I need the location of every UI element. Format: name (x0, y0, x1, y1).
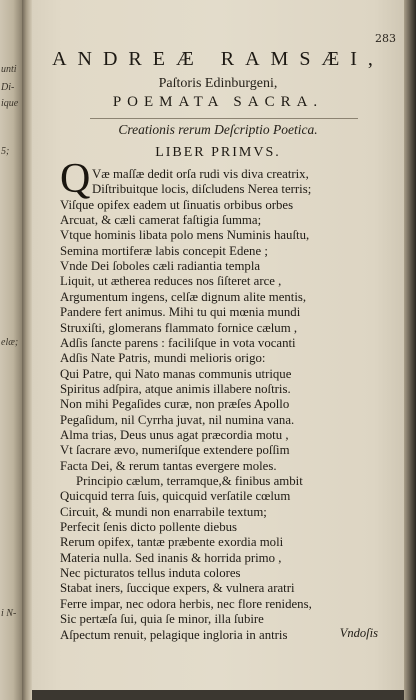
verse-line: Adſis ſancte parens : faciliſque in vota vocanti (60, 335, 296, 350)
verse-line: Qui Patre, qui Nato manas communis utrique (60, 366, 292, 381)
page-title: ANDREÆ RAMSÆI, (52, 48, 384, 70)
verse-line: Circuit, & mundi non enarrabile textum; (60, 504, 267, 519)
verse-line: Struxiſti, glomerans flammato fornice cælum , (60, 320, 298, 335)
verse-line: Diſtribuitque locis, diſcludens Nerea terris; (92, 182, 312, 197)
verse-line: Væ maſſæ dedit orſa rudi vis diva creatrix, (92, 167, 309, 181)
gutter-word: i N- (1, 608, 17, 619)
verse-line: Materia nulla. Sed inanis & horrida primo , (60, 550, 282, 565)
page-number: 283 (375, 32, 396, 45)
verse-line: Alma trias, Deus unus agat præcordia motu , (60, 427, 289, 442)
verse-line: Aſpectum renuit, pelagique ingloria in antris (60, 627, 288, 642)
verse-line: Ferre impar, nec odora herbis, nec flore renidens, (60, 596, 312, 611)
gutter-word: elæ; (1, 337, 19, 348)
verse-line: Arcuat, & cæli camerat faſtigia ſumma; (60, 213, 262, 228)
verse-line: Quicquid terra ſuis, quicquid verſatile cœlum (60, 489, 291, 504)
gutter-word: ique (1, 98, 19, 109)
gutter-word: Di- (1, 82, 15, 93)
subtitle: Paſtoris Edinburgeni, (158, 76, 278, 91)
verse-line: Vt ſacrare ævo, numeriſque extendere poſſim (60, 443, 290, 458)
verse-line: Facta Dei, & rerum tantas evergere moles. (60, 458, 277, 473)
book-heading: LIBER PRIMVS. (155, 145, 281, 160)
drop-cap: Q (60, 156, 91, 202)
verse-line: Principio cælum, terramque,& finibus ambit (76, 474, 303, 488)
catchword: Vndoſis (339, 626, 378, 640)
verse-line: Vnde Dei ſoboles cæli radiantia templa (60, 259, 261, 274)
verse-line: Adſis Nate Patris, mundi melioris origo: (60, 351, 266, 366)
gutter-word: 5; (1, 146, 10, 157)
page-bottom-edge (32, 690, 404, 700)
verse-line: Sic pertæſa ſui, quia ſe minor, illa ſubire (60, 612, 264, 627)
book-spine (22, 0, 32, 700)
verse-line: Viſque opifex eadem ut ſinuatis orbibus orbes (60, 197, 294, 212)
verse-line: Semina mortiferæ labis concepit Edene ; (60, 243, 268, 258)
verse-line: Non mihi Pegaſides curæ, non præſes Apollo (60, 397, 290, 412)
gutter-word: unti (1, 64, 17, 75)
verse-line: Rerum opifex, tantæ præbente exordia moli (60, 535, 284, 550)
book-page (32, 0, 404, 690)
verse-line: Stabat iners, ſuccique expers, & vulnera aratri (60, 581, 295, 596)
page-edge (404, 0, 416, 700)
work-heading: POEMATA SACRA. (112, 94, 324, 110)
section-title: Creationis rerum Deſcriptio Poetica. (118, 122, 318, 137)
divider (90, 118, 358, 119)
verse-line: Nec picturatos tellus induta colores (60, 566, 241, 581)
verse-line: Liquit, ut ætherea reduces nos ſiſteret arce , (60, 274, 282, 289)
verse-line: Argumentum ingens, celſæ dignum alite mentis, (60, 289, 307, 304)
gutter-facing-page (0, 0, 22, 700)
verse-line: Pegaſidum, nil Cyrrha juvat, nil numina vana. (60, 412, 295, 427)
verse-line: Spiritus adſpira, atque animis illabere noſtris. (60, 381, 291, 396)
verse-line: Pandere fert animus. Mihi tu qui mœnia mundi (60, 305, 301, 320)
verse-line: Perfecit ſenis dicto pollente diebus (60, 520, 237, 535)
verse-line: Vtque hominis libata polo mens Numinis hauſtu, (60, 228, 310, 243)
